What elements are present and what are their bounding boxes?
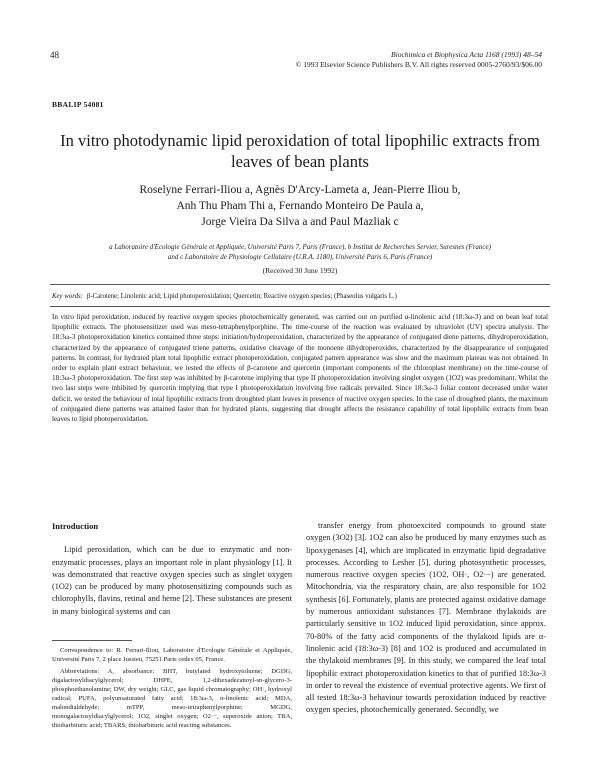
body-paragraph: transfer energy from photoexcited compounds to ground state oxygen (3O2) [3]. 1O2 can also be produced by many enzymes such as lipoxygenases [4], which are implicated in enzymatic lipid degradative processes. According to Lesher [5], during photosynthetic processes, numerous reactive oxygen species (1O2, OH·, O2·−) are generated. Mitochondria, via the respiratory chain, are also responsible for 1O2 synthesis [6]. Fortunately, plants are protected against oxidative damage by numerous antioxidant substances [7]. Membrane thylakoids are particularly sensitive to 1O2 induced lipid peroxidation, since approx. 70-80% of the fatty acid components of the thylakoid lipids are α-linolenic acid (18:3ω-3) [8] and 1O2 is produced and accumulated in the thylakoid membranes [9]. In this study, we compared the leaf total lipophilic extract photoperoxidation kinetics to that of purified 18:3ω-3 in order to reveal the existence of eventual protective agents. We first of all tested 18:3ω-3 behaviour towards peroxidation induced by reactive oxygen species, photochemically generated. Secondly, we <box>306 521 546 715</box>
affiliation-line: a Laboratoire d'Ecologie Générale et Appliquée, Université Paris 7, Paris (France), b Institut de Recherches Servier, Suresnes (France) <box>109 243 491 251</box>
affiliations <box>70 242 530 262</box>
keywords-text: β-Carotene; Linolenic acid; Lipid photoperoxidation; Quercetin; Reactive oxygen species; (Phaseolus vulgaris L.) <box>86 293 397 300</box>
author-line: Jorge Vieira Da Silva a and Paul Mazliak c <box>201 216 399 228</box>
keywords <box>52 292 548 301</box>
article-code: BBALIP 54081 <box>52 100 104 109</box>
divider <box>50 306 550 307</box>
keywords-label: Key words: <box>52 293 83 300</box>
copyright-line: © 1993 Elsevier Science Publishers B.V. All rights reserved 0005-2760/93/$06.00 <box>295 60 542 69</box>
footnotes <box>52 646 292 733</box>
received-date: (Received 30 June 1992) <box>262 266 338 275</box>
journal-header <box>212 50 542 70</box>
journal-citation: Biochimica et Biophysica Acta 1168 (1993) 48–54 <box>391 50 542 59</box>
right-column <box>306 520 546 717</box>
body-paragraph: Lipid peroxidation, which can be due to enzymatic and non-enzymatic processes, plays an important role in plant physiology [1]. It was demonstrated that reactive oxygen species such as singlet oxygen (1O2) can be produced by many photosensitizing compounds such as chlorophylls, flavins, retinal and heme [2]. These substances are present in many biological systems and can <box>52 545 292 616</box>
author-list <box>60 182 540 230</box>
section-heading: Introduction <box>52 521 99 531</box>
abbreviations-note: Abbreviations: A, absorbance; BHT, butylated hydroxytoluene; DGDG, digalactosyldiacylglycerol; DHPE, 1,2-dihexadecanoyl-sn-glycero-3-phosphoethanolamine; DW, dry weight; GLC, gas liquid chromatography; OH·, hydroxyl radical; PUFA, polyunsaturated fatty acid; 18:3ω-3, α-linolenic acid; MDA, malondialdehyde; mTPP, meso-tetraphenylporphine; MGDG, monogalactosyldiacylglycerol; 1O2, singlet oxygen; O2·−, superoxide anion; TBA, thiobarbituric acid; TBARS, thiobarbituric acid reacting substances. <box>52 668 292 729</box>
left-column <box>52 520 292 618</box>
footnote-divider <box>52 640 132 641</box>
author-line: Anh Thu Pham Thi a, Fernando Monteiro De Paula a, <box>176 200 424 212</box>
abstract: In vitro lipid peroxidation, induced by reactive oxygen species photochemically generated, was carried out on purified α-linolenic acid (18:3ω-3) and on bean leaf total lipophilic extracts. The photosensitizer used was meso-tetraphenylporphine. The time-course of the reaction was evaluated by ultraviolet (UV) spectra analysis. The 18:3ω-3 photoperoxidation kinetics contained three steps: initiation/hydroperoxidation, characterized by the appearance of conjugated diene patterns, dihydroperoxidation, characterized by the appearance of conjugated triene patterns, oxidative cleavage of the monoene dihydroperoxides, characterized by the disappearance of conjugated patterns. In contrast, for hydrated plant total lipophilic extract photoperoxidation, conjugated pattern appearance was slow and the maximum plateau was not obtained. In order to explain plant extract behaviour, we tested the effects of β-carotene and quercetin (important components of the chloroplast membrane) on the time-course of 18:3ω-3 photoperoxidation. The first step was inhibited by β-carotene implying that type II photoperoxidation involving singlet oxygen (1O2) was predominant. Whilst the two last steps were inhibited by quercetin implying that type I photoperoxidation involving free radicals prevailed. Since 18:3ω-3 foliar content decreased under water deficit, we tested the behaviour of total lipophilic extracts from droughted plant leaves in presence of reactive oxygen species. In the case of droughted plants, the maximum of conjugated diene patterns was attained faster than for hydrated plants, suggesting that drought affects the resistance capability of total lipophilic extracts from bean leaves to lipid photoperoxidation. <box>52 313 548 424</box>
article-title: In vitro photodynamic lipid peroxidation of total lipophilic extracts from leaves of bean plants <box>60 131 540 171</box>
author-line: Roselyne Ferrari-Iliou a, Agnès D'Arcy-Lameta a, Jean-Pierre Iliou b, <box>139 184 461 196</box>
page-number: 48 <box>50 50 59 60</box>
correspondence-note: Correspondence to: R. Ferrari-Iliou, Laboratoire d'Ecologie Générale et Appliquée, Université Paris 7, 2 place Jussieu, 75251 Paris cedex 05, France. <box>52 647 292 663</box>
divider <box>50 284 550 285</box>
affiliation-line: and c Laboratoire de Physiologie Cellulaire (U.R.A. 1180), Université Paris 6, Paris (France) <box>167 253 433 261</box>
